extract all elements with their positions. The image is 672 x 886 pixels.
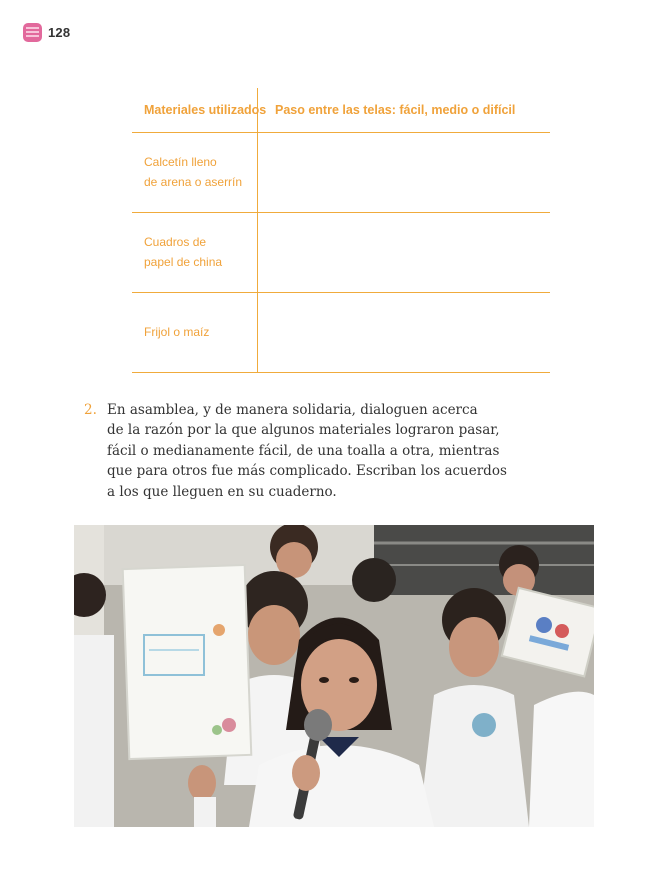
page-marker-icon bbox=[23, 23, 42, 42]
question-text: En asamblea, y de manera solidaria, dialoguen acerca de la razón por la que algunos materiales lograron pasar, fácil o medianamente fácil, de una toalla a otra, mientras que para otros fue más complicado. Escriban los acuerdos a los que lleguen en su cuaderno. bbox=[107, 402, 507, 500]
materials-table bbox=[132, 88, 550, 373]
page-header bbox=[23, 22, 70, 42]
photo-schoolchildren-icon bbox=[74, 525, 594, 827]
table-column-divider bbox=[257, 88, 258, 373]
table-row-divider bbox=[132, 132, 550, 133]
table-header-materials: Materiales utilizados bbox=[144, 103, 267, 117]
page-number: 128 bbox=[48, 24, 71, 40]
table-row-divider bbox=[132, 212, 550, 213]
table-row-divider bbox=[132, 372, 550, 373]
table-header-passage: Paso entre las telas: fácil, medio o difícil bbox=[275, 103, 516, 117]
table-row-material: Cuadros de papel de china bbox=[144, 235, 223, 269]
question-2 bbox=[84, 400, 524, 502]
table-row-divider bbox=[132, 292, 550, 293]
question-number: 2. bbox=[84, 402, 97, 418]
table-row-material: Frijol o maíz bbox=[144, 325, 210, 339]
table-row-material: Calcetín lleno de arena o aserrín bbox=[144, 155, 243, 189]
